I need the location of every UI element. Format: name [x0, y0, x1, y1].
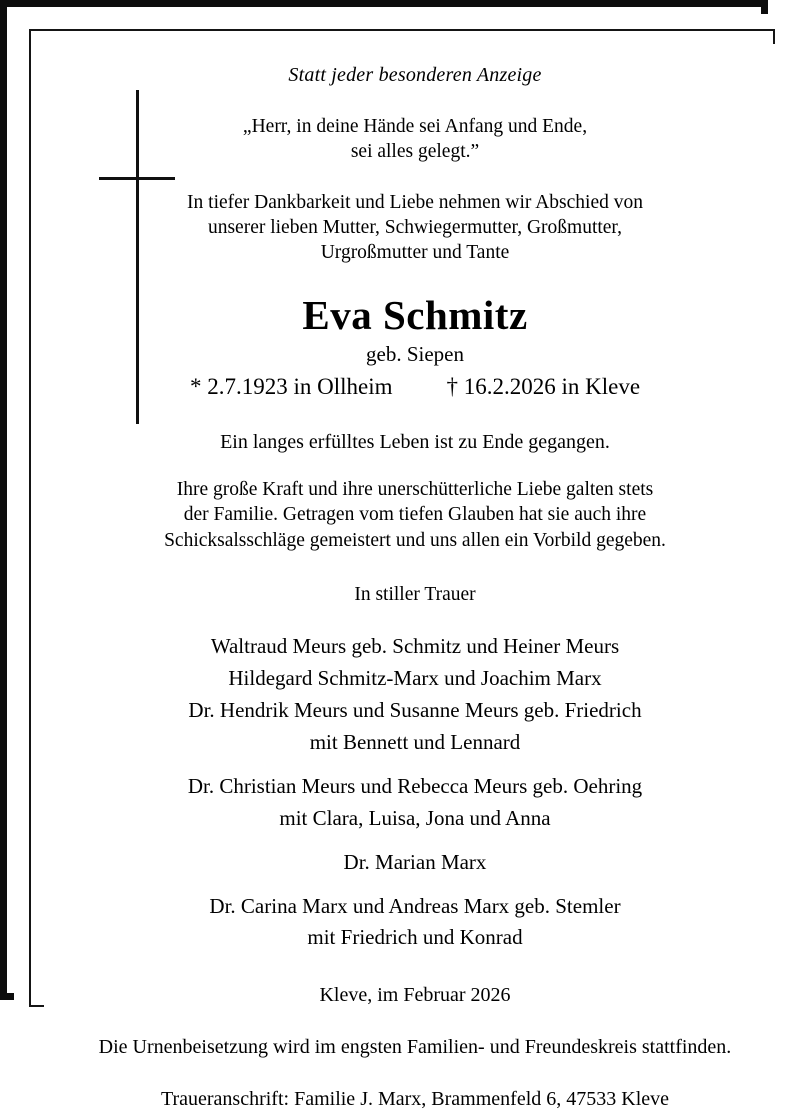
headline: Statt jeder besonderen Anzeige: [288, 64, 542, 86]
family-group: [44, 695, 786, 759]
family-children: mit Friedrich und Konrad: [307, 925, 523, 950]
obituary-content: [44, 44, 786, 1112]
place-and-date: Kleve, im Februar 2026: [319, 984, 511, 1007]
birth-date: * 2.7.1923 in Ollheim: [189, 374, 393, 400]
family-group: [44, 847, 786, 879]
family-entry: Waltraud Meurs geb. Schmitz und Heiner Meurs: [210, 634, 620, 659]
tribute-line-1: Ihre große Kraft und ihre unerschütterliche Liebe galten stets: [176, 478, 654, 500]
obituary-frame-gap: [14, 14, 768, 1111]
obituary-notice: [44, 44, 786, 1111]
family-list: [44, 631, 786, 954]
family-children: mit Bennett und Lennard: [309, 729, 521, 754]
intro-line-3: Urgroßmutter und Tante: [320, 242, 510, 264]
life-note: Ein langes erfülltes Leben ist zu Ende gegangen.: [220, 430, 610, 453]
life-dates: [44, 373, 786, 402]
intro-line-1: In tiefer Dankbarkeit und Liebe nehmen wir Abschied von: [187, 191, 643, 213]
quote-line-1: „Herr, in deine Hände sei Anfang und Ende,: [242, 116, 588, 137]
family-group: [44, 891, 786, 955]
family-entry: Dr. Christian Meurs und Rebecca Meurs geb. Oehring: [187, 773, 643, 798]
obituary-inner-rule: [29, 29, 775, 1111]
mourning-label: In stiller Trauer: [354, 583, 476, 605]
quote-line-2: sei alles gelegt.”: [350, 141, 480, 163]
funeral-note: Die Urnenbeisetzung wird im engsten Familien- und Freundeskreis stattfinden.: [98, 1036, 732, 1059]
tribute-line-2: der Familie. Getragen vom tiefen Glauben hat sie auch ihre: [183, 504, 647, 526]
family-entry: Dr. Hendrik Meurs und Susanne Meurs geb. Friedrich: [188, 698, 642, 723]
tribute-line-3: Schicksalsschläge gemeistert und uns allen ein Vorbild gegeben.: [164, 529, 666, 551]
family-entry: Dr. Marian Marx: [343, 849, 487, 874]
family-group: [44, 631, 786, 663]
scripture-quote: [44, 114, 786, 165]
deceased-name: Eva Schmitz: [302, 291, 528, 338]
family-entry: Hildegard Schmitz-Marx und Joachim Marx: [228, 666, 602, 691]
intro-line-2: unserer lieben Mutter, Schwiegermutter, Großmutter,: [207, 217, 623, 239]
death-date: † 16.2.2026 in Kleve: [446, 374, 641, 400]
family-group: [44, 663, 786, 695]
family-entry: Dr. Carina Marx und Andreas Marx geb. Stemler: [209, 893, 621, 918]
intro-paragraph: [44, 190, 786, 266]
family-children: mit Clara, Luisa, Jona und Anna: [279, 805, 551, 830]
family-group: [44, 771, 786, 835]
condolence-address: Traueranschrift: Familie J. Marx, Brammenfeld 6, 47533 Kleve: [160, 1088, 670, 1111]
maiden-name: geb. Siepen: [366, 341, 464, 366]
tribute-paragraph: [44, 477, 786, 553]
